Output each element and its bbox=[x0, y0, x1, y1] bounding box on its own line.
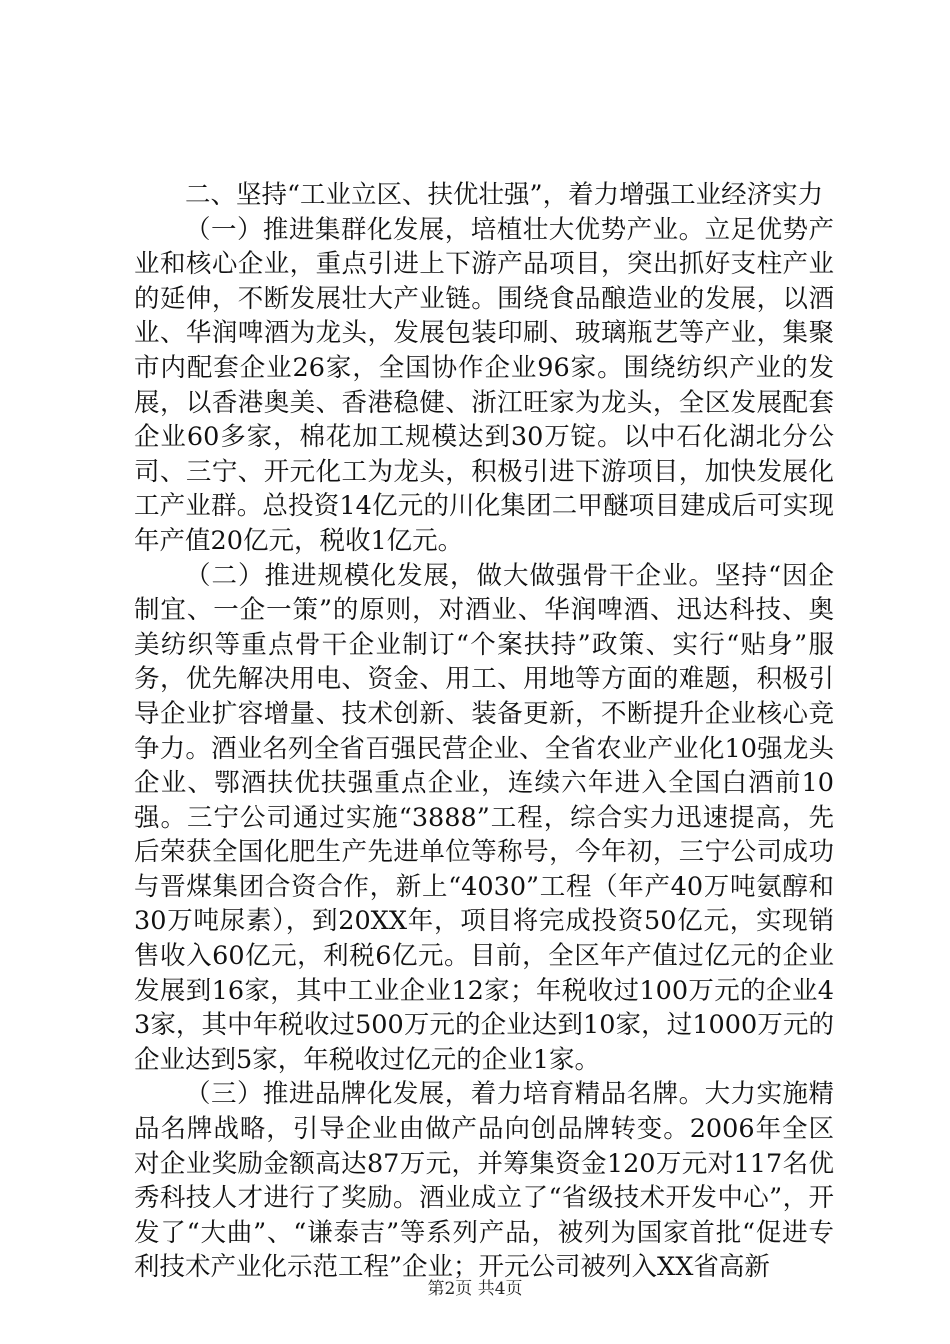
document-body bbox=[134, 178, 834, 1285]
section-heading: 二、坚持“工业立区、扶优壮强”，着力增强工业经济实力 bbox=[185, 180, 824, 210]
paragraph-scale: （二）推进规模化发展，做大做强骨干企业。坚持“因企制宜、一企一策”的原则，对酒业、华润啤酒、迅达科技、奥美纺织等重点骨干企业制订“个案扶持”政策、实行“贴身”服务，优先解决用电、资金、用工、用地等方面的难题，积极引导企业扩容增量、技术创新、装备更新，不断提升企业核心竞争力。酒业名列全省百强民营企业、全省农业产业化10强龙头企业、鄂酒扶优扶强重点企业，连续六年进入全国白酒前10强。三宁公司通过实施“3888”工程，综合实力迅速提高，先后荣获全国化肥生产先进单位等称号，今年初，三宁公司成功与晋煤集团合资合作，新上“4030”工程（年产40万吨氨醇和30万吨尿素），到20XX年，项目将完成投资50亿元，实现销售收入60亿元，利税6亿元。目前，全区年产值过亿元的企业发展到16家，其中工业企业12家；年税收过100万元的企业43家，其中年税收过500万元的企业达到10家，过1000万元的企业达到5家，年税收过亿元的企业1家。 bbox=[134, 560, 834, 1075]
paragraph-branding: （三）推进品牌化发展，着力培育精品名牌。大力实施精品名牌战略，引导企业由做产品向创品牌转变。2006年全区对企业奖励金额高达87万元，并筹集资金120万元对117名优秀科技人才进行了奖励。酒业成立了“省级技术开发中心”，开发了“大曲”、“谦泰吉”等系列产品，被列为国家首批“促进专利技术产业化示范工程”企业；开元公司被列入XX省高新 bbox=[134, 1079, 834, 1283]
paragraph-clustering: （一）推进集群化发展，培植壮大优势产业。立足优势产业和核心企业，重点引进上下游产品项目，突出抓好支柱产业的延伸，不断发展壮大产业链。围绕食品酿造业的发展，以酒业、华润啤酒为龙头，发展包装印刷、玻璃瓶艺等产业，集聚市内配套企业26家，全国协作企业96家。围绕纺织产业的发展，以香港奥美、香港稳健、浙江旺家为龙头，全区发展配套企业60多家，棉花加工规模达到30万锭。以中石化湖北分公司、三宁、开元化工为龙头，积极引进下游项目，加快发展化工产业群。总投资14亿元的川化集团二甲醚项目建成后可实现年产值20亿元，税收1亿元。 bbox=[134, 214, 834, 556]
page-number-footer: 第2页 共4页 bbox=[427, 1279, 523, 1299]
